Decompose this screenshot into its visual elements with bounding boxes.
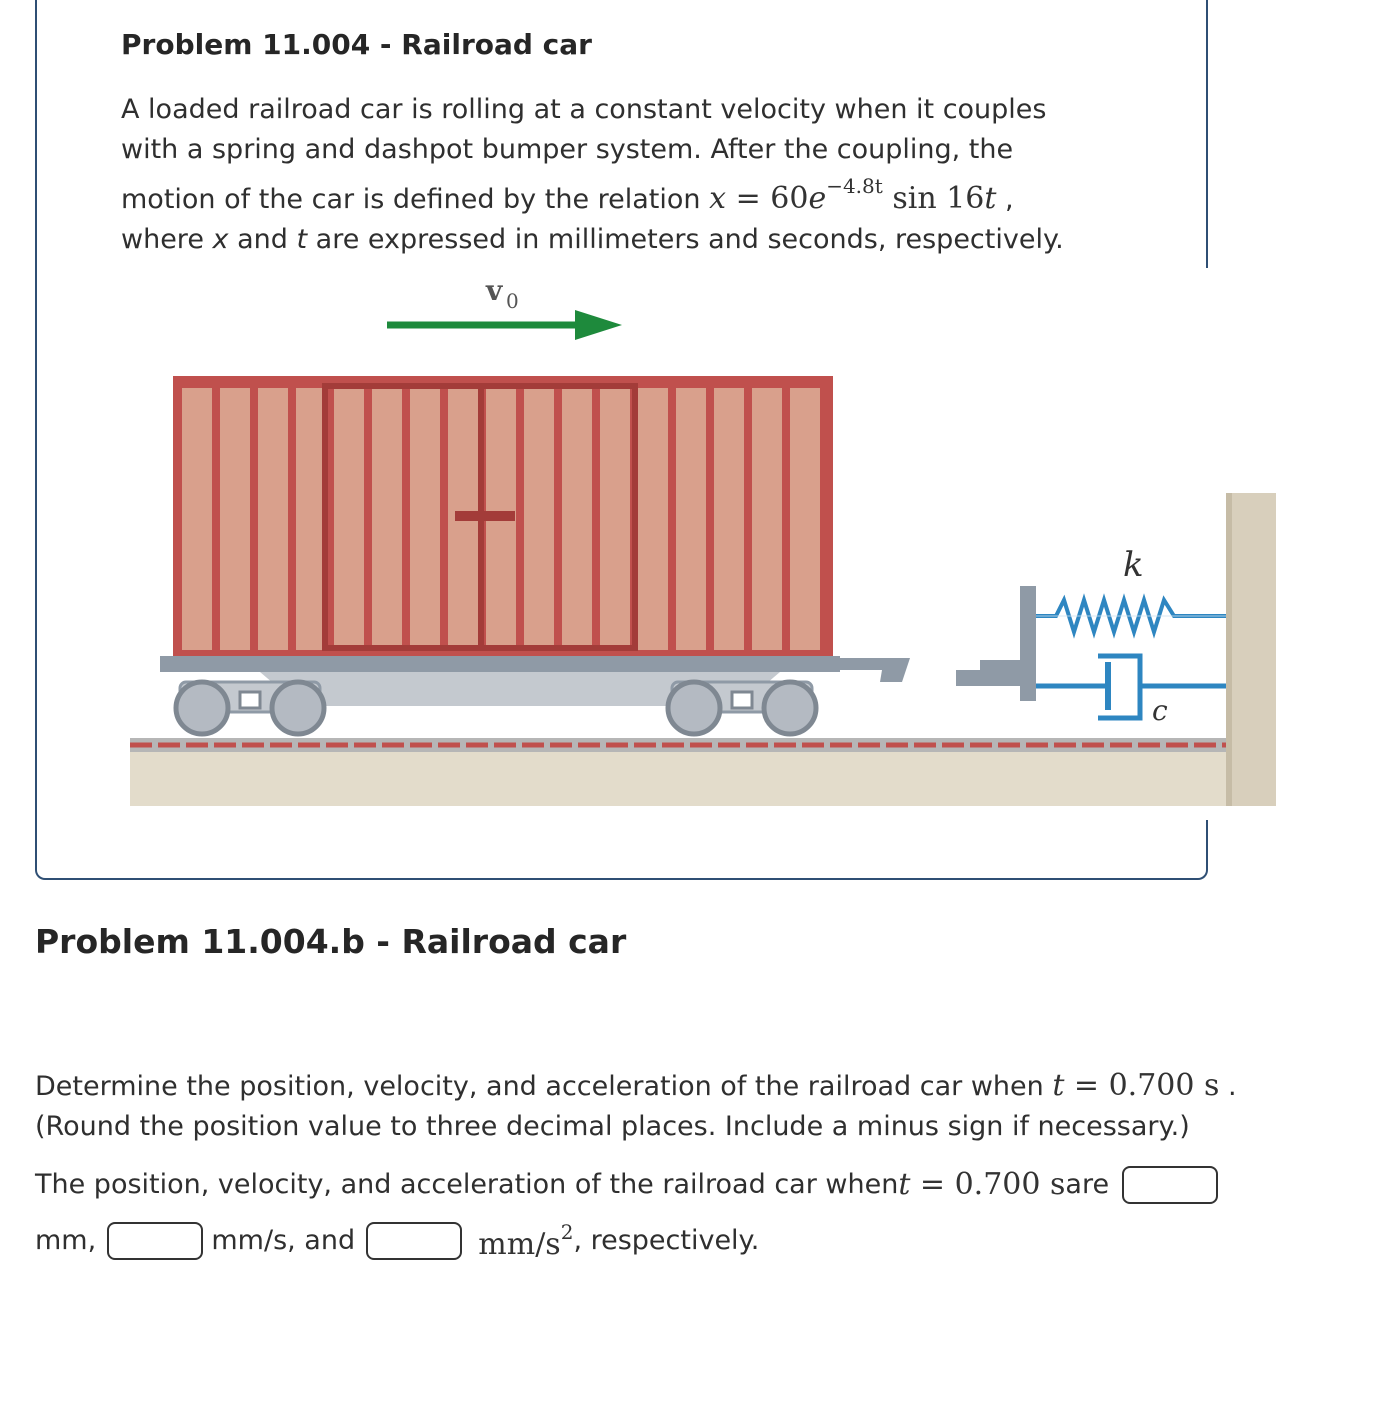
front-truck: [176, 682, 324, 734]
rear-truck: [668, 682, 816, 734]
acceleration-input[interactable]: [366, 1222, 462, 1260]
bumper-plunger: [956, 660, 1025, 686]
coupler: [840, 658, 910, 682]
railroad-car-figure: [120, 268, 1280, 813]
velocity-label: v: [486, 274, 503, 307]
car-frame: [160, 656, 840, 672]
ground: [130, 748, 1276, 806]
dashpot: [1036, 656, 1226, 718]
position-input[interactable]: [1122, 1166, 1218, 1204]
door-handle: [455, 511, 515, 521]
damper-label: c: [1152, 694, 1168, 727]
answer-line-1: The position, velocity, and acceleration of the railroad car whent = 0.700 sare: [35, 1162, 1218, 1207]
problem-title: Problem 11.004 - Railroad car: [121, 28, 592, 61]
wall: [1226, 493, 1276, 806]
velocity-input[interactable]: [107, 1222, 203, 1260]
spring-label: k: [1123, 545, 1144, 585]
part-title: Problem 11.004.b - Railroad car: [35, 922, 627, 961]
motion-equation: $x = 60e^{-4.8t}$ sin 16t: [709, 174, 997, 216]
bumper-plate: [1020, 586, 1036, 701]
svg-text:0: 0: [506, 289, 519, 313]
question-text: Determine the position, velocity, and acceleration of the railroad car when t = 0.700 s . (Round the position value to three decimal places. Include a minus sign if necessary.): [35, 1068, 1237, 1142]
answer-line-2: mm, mm/s, and $mm/s^2$, respectively.: [35, 1220, 760, 1262]
problem-statement: A loaded railroad car is rolling at a constant velocity when it couples with a spring and dashpot bumper system. After the coupling, the motion of the car is defined by the relation $x = 60e^{-4.8t}$ sin 16t , where x and t are expressed in millimeters and seconds, respectively.: [121, 94, 1064, 255]
